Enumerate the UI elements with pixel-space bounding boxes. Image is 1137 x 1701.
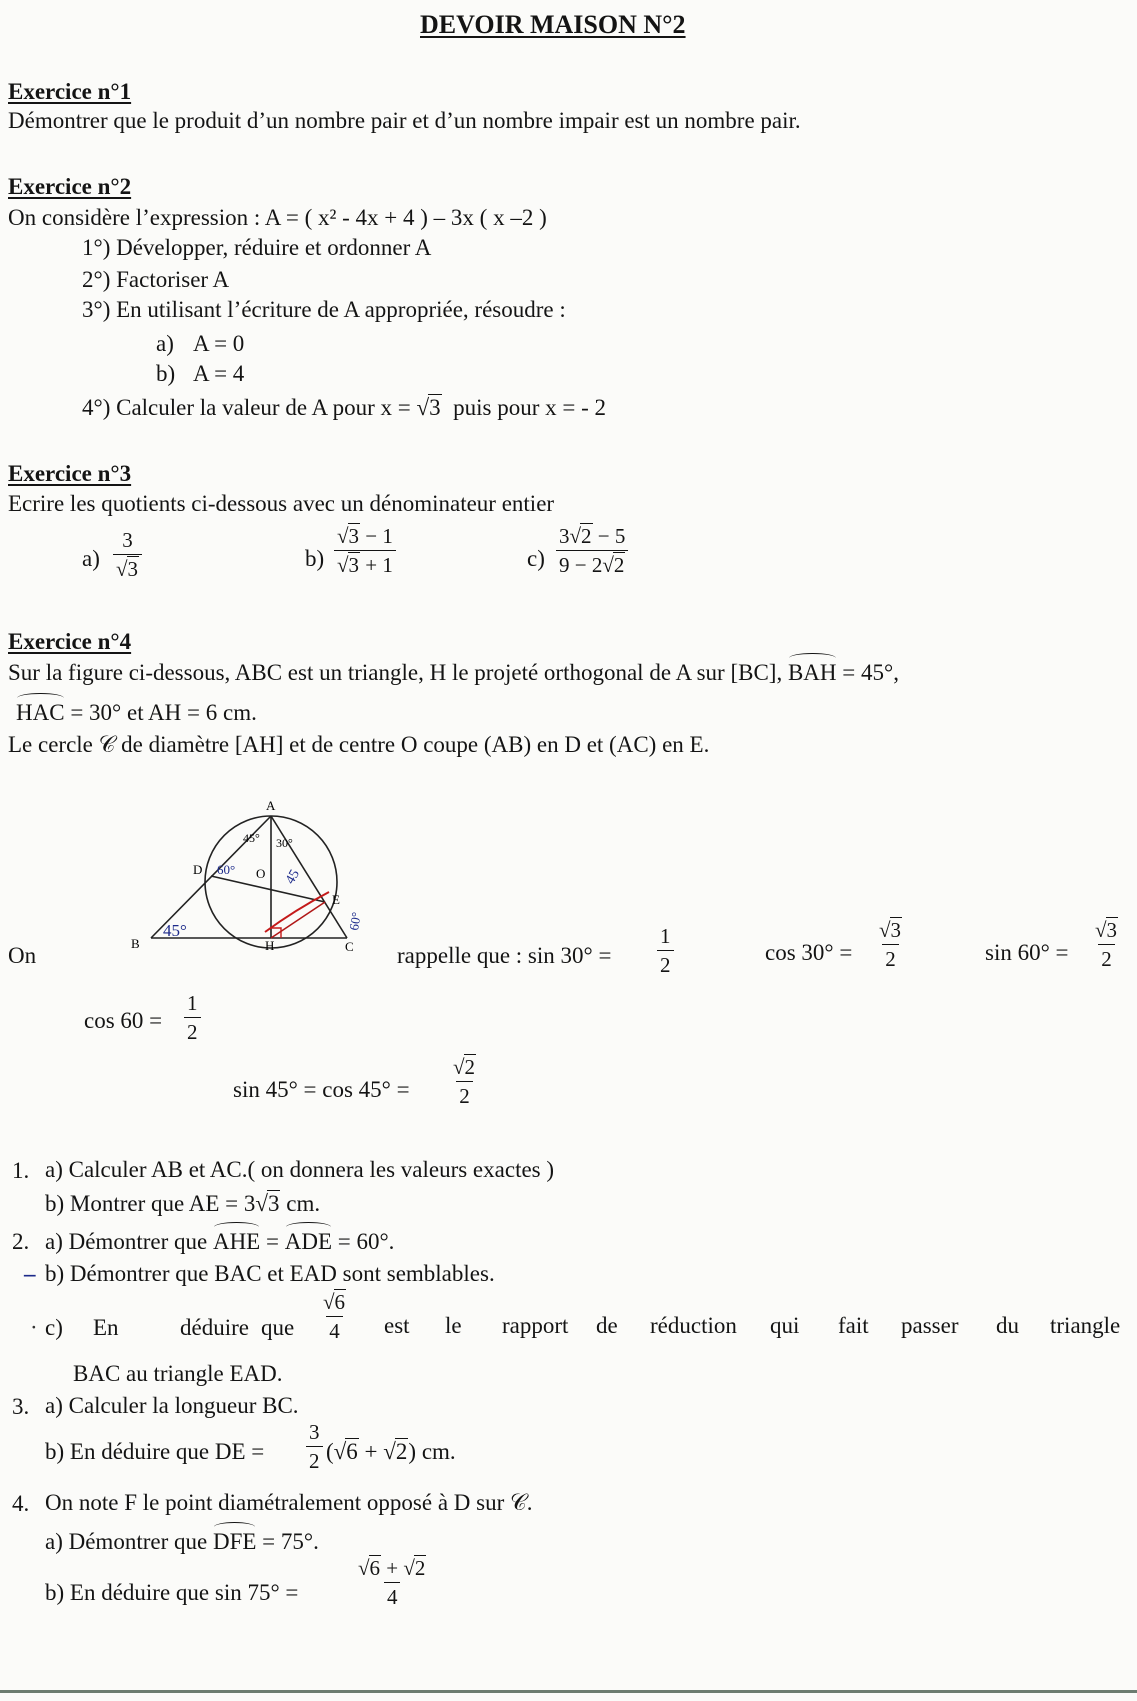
- segment-he: [271, 902, 325, 938]
- exercise-2-intro: On considère l’expression : A = ( x² - 4x + 4 ) – 3x ( x –2 ): [8, 205, 547, 230]
- segment-de: [211, 876, 325, 902]
- sin45-text: sin 45° = cos 45° =: [233, 1077, 410, 1102]
- cos60-fraction: $\frac{1}{2}$: [184, 993, 201, 1043]
- question-2c-line2: BAC au triangle EAD.: [73, 1361, 283, 1386]
- hand-45a: 45: [282, 867, 303, 887]
- question-4: On note F le point diamétralement opposé à D sur 𝒞.: [45, 1490, 533, 1515]
- label-angle-45: 45°: [243, 831, 260, 845]
- question-1a: a) Calculer AB et AC.( on donnera les valeurs exactes ): [45, 1157, 555, 1182]
- question-2c-word: que: [261, 1315, 295, 1340]
- question-2c-word: qui: [770, 1313, 800, 1338]
- question-3a: a) Calculer la longueur BC.: [45, 1393, 299, 1418]
- exercise-4-line1: Sur la figure ci-dessous, ABC est un triangle, H le projeté orthogonal de A sur [BC], BAH = 45°,: [8, 660, 899, 685]
- exercise-4-line2: HAC = 30° et AH = 6 cm.: [16, 700, 257, 725]
- exercise-1-text: Démontrer que le produit d’un nombre pair et d’un nombre impair est un nombre pair.: [8, 108, 801, 133]
- cos30-fraction: $\frac{√3}{2}$: [879, 918, 902, 971]
- question-1b: b) Montrer que AE = 3√3 cm.: [45, 1191, 321, 1216]
- exercise-2-q3a-letter: a): [156, 331, 174, 356]
- exercise-2-q3b-eq: A = 4: [193, 361, 245, 386]
- question-2a: a) Démontrer que AHE = ADE = 60°.: [45, 1229, 395, 1254]
- exercise-2-q4: 4°) Calculer la valeur de A pour x = √3 puis pour x = - 2: [82, 395, 607, 420]
- question-2c-word: rapport: [502, 1313, 569, 1338]
- question-1-number: 1.: [12, 1158, 30, 1183]
- exercise-3-a-label: a): [82, 546, 100, 571]
- exercise-4-line3: Le cercle 𝒞 de diamètre [AH] et de centre O coupe (AB) en D et (AC) en E.: [8, 732, 710, 757]
- question-2c-word: du: [996, 1313, 1019, 1338]
- question-4a: a) Démontrer que DFE = 75°.: [45, 1529, 319, 1554]
- triangle-circle-figure: [125, 790, 365, 960]
- exercise-3-a-fraction: $\frac{3}{√3}$: [113, 530, 142, 580]
- question-2c-label: c): [45, 1315, 63, 1340]
- exercise-3-b-fraction: $\frac{√3 - 1}{√3 + 1}$: [334, 526, 396, 576]
- rappelle-text: rappelle que : sin 30° =: [397, 943, 612, 968]
- exercise-3-b-label: b): [305, 546, 325, 571]
- label-b: B: [131, 936, 140, 951]
- exercise-1-heading: Exercice n°1: [8, 79, 132, 104]
- exercise-4-heading: Exercice n°4: [8, 629, 132, 654]
- question-2c-word: passer: [901, 1313, 959, 1338]
- page-title: DEVOIR MAISON N°2: [420, 10, 686, 39]
- on-label: On: [8, 943, 37, 968]
- exercise-3-intro: Ecrire les quotients ci-dessous avec un dénominateur entier: [8, 491, 555, 516]
- question-2c-dot: ·: [30, 1315, 38, 1340]
- question-2-number: 2.: [12, 1229, 30, 1254]
- exercise-3-c-fraction: $\frac{3√2 - 5}{9 - 2√2}$: [556, 526, 628, 576]
- question-2b-dash: –: [24, 1261, 36, 1286]
- question-3b-fraction: $\frac{3}{2}$: [306, 1422, 323, 1472]
- exercise-2-heading: Exercice n°2: [8, 174, 132, 199]
- question-2c-word: triangle: [1050, 1313, 1121, 1338]
- sin30-fraction: $\frac{1}{2}$: [657, 926, 674, 976]
- question-2c-word: est: [384, 1313, 410, 1338]
- question-2c-word: En: [93, 1315, 119, 1340]
- exercise-2-q3b-letter: b): [156, 361, 176, 386]
- question-3b-end: (√6 + √2) cm.: [326, 1439, 456, 1464]
- exercise-2-q2: 2°) Factoriser A: [82, 267, 230, 292]
- label-a: A: [266, 798, 276, 813]
- sin60-text: sin 60° =: [985, 940, 1069, 965]
- exercise-2-q1: 1°) Développer, réduire et ordonner A: [82, 235, 432, 260]
- question-2c-word: déduire: [180, 1315, 249, 1340]
- label-h: H: [265, 938, 275, 953]
- label-c: C: [345, 939, 354, 954]
- sin60-fraction: $\frac{√3}{2}$: [1095, 918, 1118, 971]
- question-3-number: 3.: [12, 1394, 30, 1419]
- exercise-3-c-label: c): [527, 546, 545, 571]
- exercise-2-q3a-eq: A = 0: [193, 331, 245, 356]
- question-4b-start: b) En déduire que sin 75° =: [45, 1580, 299, 1605]
- question-4-number: 4.: [12, 1491, 30, 1516]
- exercise-3-heading: Exercice n°3: [8, 461, 132, 486]
- question-2c-word: de: [596, 1313, 618, 1338]
- hand-60b: 60°: [346, 910, 364, 932]
- cos30-text: cos 30° =: [765, 940, 853, 965]
- question-4b-fraction: $\frac{√6 + √2}{4}$: [358, 1556, 426, 1609]
- question-2c-word: fait: [838, 1313, 869, 1338]
- question-2c-word: réduction: [650, 1313, 737, 1338]
- cos60-text: cos 60 =: [84, 1008, 163, 1033]
- sin45-fraction: $\frac{√2}{2}$: [453, 1055, 476, 1108]
- label-d: D: [193, 862, 203, 877]
- hand-45b: 45°: [163, 921, 187, 940]
- question-2b: b) Démontrer que BAC et EAD sont semblables.: [45, 1261, 495, 1286]
- question-2c-word: le: [445, 1313, 462, 1338]
- bottom-scan-border: [0, 1690, 1137, 1693]
- label-e: E: [332, 892, 340, 907]
- label-o: O: [256, 866, 266, 881]
- question-3b-start: b) En déduire que DE =: [45, 1439, 265, 1464]
- hand-60a: 60°: [217, 862, 236, 877]
- question-2c-fraction: $\frac{√6}{4}$: [323, 1290, 346, 1343]
- root-value: 3: [429, 395, 441, 420]
- label-angle-30: 30°: [276, 836, 293, 850]
- exercise-2-q3: 3°) En utilisant l’écriture de A appropriée, résoudre :: [82, 297, 566, 322]
